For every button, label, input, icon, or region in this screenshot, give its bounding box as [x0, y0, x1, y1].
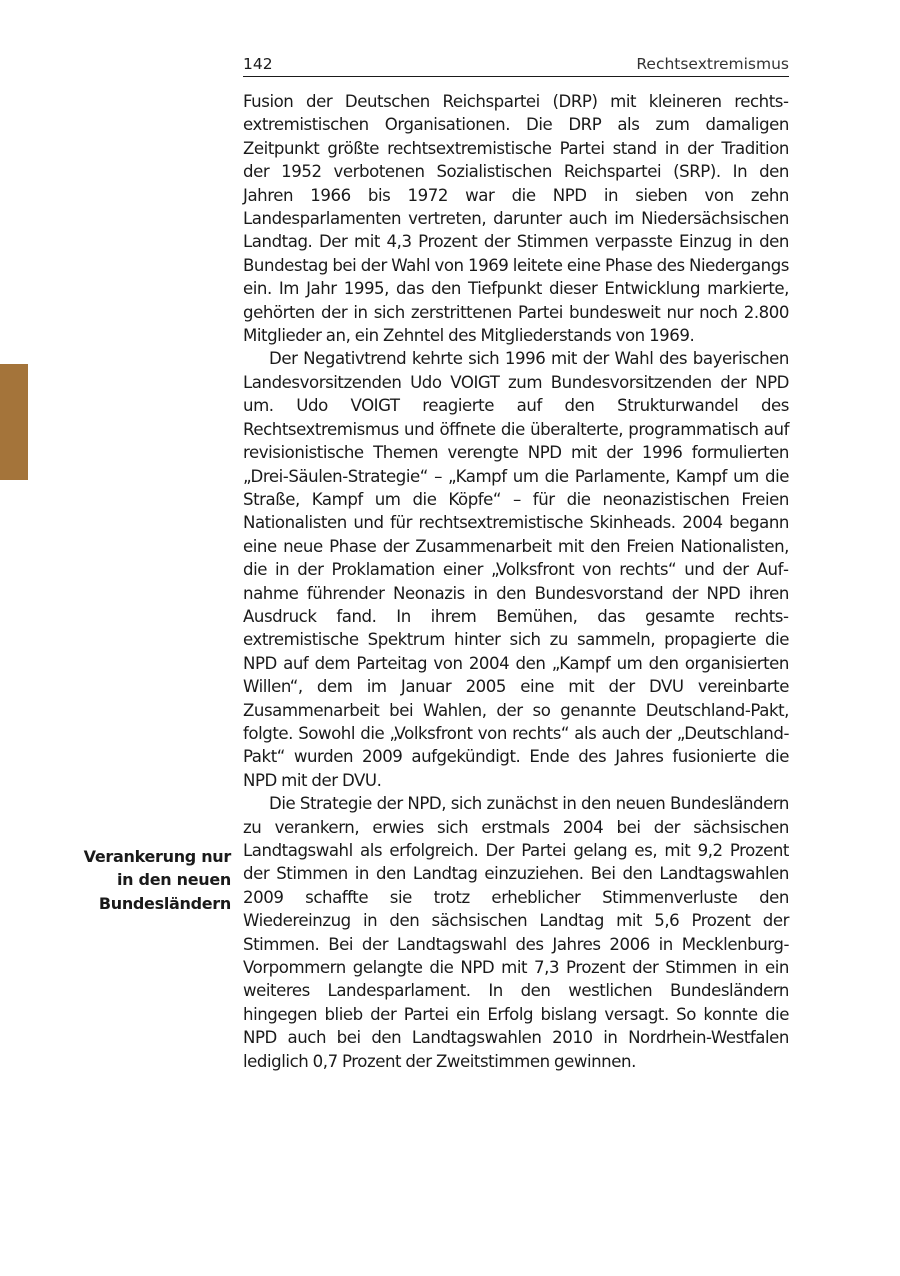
margin-note-line: Bundesländern [98, 893, 231, 913]
body-text [243, 90, 789, 1073]
chapter-title: Rechtsextremismus [636, 55, 789, 73]
margin-note [31, 845, 231, 915]
margin-note-line: Verankerung nur [83, 847, 231, 866]
paragraph-drp-fusion: Fusion der Deutschen Reichspartei (DRP) mit kleineren rechtsextremistischen Organisationen. Die DRP als zum damaligen Zeitpunkt größte rechtsextremistische Partei stand in der Tradition der 1952 verbotenen Sozialistischen Reichspartei (SRP). In den Jahren 1966 bis 1972 war die NPD in sieben von zehn Landesparlamenten vertreten, darunter auch im Niedersächsischen Landtag. Der mit 4,3 Prozent der Stimmen verpasste Einzug in den Bundestag bei der Wahl von 1969 leitete eine Phase des Niedergangs ein. Im Jahr 1995, das den Tiefpunkt dieser Entwicklung markierte, gehörten der in sich zerstrittenen Partei bundesweit nur noch 2.800 Mitglieder an, ein Zehntel des Mitgliederstands von 1969. [243, 92, 789, 346]
chapter-thumb-tab [0, 364, 28, 480]
margin-note-line: in den neuen [117, 870, 231, 890]
paragraph-voigt-strategy: Der Negativtrend kehrte sich 1996 mit der Wahl des bayerischen Landesvorsitzenden Udo VOIGT zum Bundesvorsitzenden der NPD um. Udo VOIGT reagierte auf den Strukturwandel des Rechtsextremismus und öffnete die überalterte, programmatisch auf revisionistische Themen verengte NPD mit der 1996 formulierten „Drei-Säulen-Strategie“ – „Kampf um die Parlamente, Kampf um die Straße, Kampf um die Köpfe“ – für die neonazistischen Freien Nationalisten und für rechtsextremistische Skinheads. 2004 begann eine neue Phase der Zusammenarbeit mit den Freien Nationalisten, die in der Proklamation einer „Volksfront von rechts“ und der Aufnahme führender Neonazis in den Bundesvorstand der NPD ihren Ausdruck fand. In ihrem Bemühen, das gesamte rechtsextremistische Spektrum hinter sich zu sammeln, propagierte die NPD auf dem Parteitag von 2004 den „Kampf um den organisierten Willen“, dem im Januar 2005 eine mit der DVU vereinbarte Zusammenarbeit bei Wahlen, der so genannte Deutschland-Pakt, folgte. Sowohl die „Volksfront von rechts“ als auch der „Deutschland-Pakt“ wurden 2009 aufgekündigt. Ende des Jahres fusionierte die NPD mit der DVU. [243, 349, 789, 790]
running-header [243, 52, 789, 77]
page-number: 142 [243, 55, 273, 73]
paragraph-eastern-states: Die Strategie der NPD, sich zunächst in den neuen Bundesländern zu verankern, erwies sich erstmals 2004 bei der sächsischen Landtagswahl als erfolgreich. Der Partei gelang es, mit 9,2 Prozent der Stimmen in den Landtag einzuziehen. Bei den Landtagswahlen 2009 schaffte sie trotz erheblicher Stimmenverluste den Wiedereinzug in den sächsischen Landtag mit 5,6 Prozent der Stimmen. Bei der Landtagswahl des Jahres 2006 in Mecklenburg-Vorpommern gelangte die NPD mit 7,3 Prozent der Stimmen in ein weiteres Landesparlament. In den westlichen Bundesländern hingegen blieb der Partei ein Erfolg bislang versagt. So konnte die NPD auch bei den Landtagswahlen 2010 in Nordrhein-Westfalen lediglich 0,7 Prozent der Zweitstimmen gewinnen. [243, 794, 789, 1071]
